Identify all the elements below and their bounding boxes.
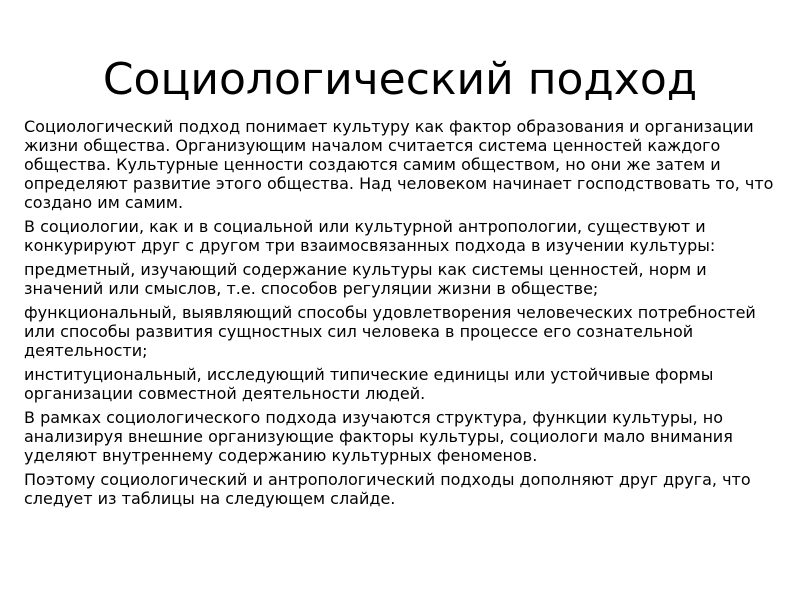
paragraph-subject-approach: предметный, изучающий содержание культуры как системы ценностей, норм и значений или смыслов, т.е. способов регуляции жизни в обществе; [24, 260, 707, 298]
paragraph-three-approaches: В социологии, как и в социальной или культурной антропологии, существуют и конкурируют друг с другом три взаимосвязанных подхода в изучении культуры: [24, 217, 716, 255]
slide-body [24, 117, 776, 587]
paragraph-sociological-framework: В рамках социологического подхода изучаются структура, функции культуры, но анализируя внешние организующие факторы культуры, социологи мало внимания уделяют внутреннему содержанию культурных феноменов. [24, 408, 733, 465]
slide-title: Социологический подход [102, 54, 698, 105]
paragraph-functional-approach: функциональный, выявляющий способы удовлетворения человеческих потребностей или способы развития сущностных сил человека в процессе его сознательной деятельности; [24, 303, 756, 360]
paragraph-institutional-approach: институциональный, исследующий типические единицы или устойчивые формы организации совместной деятельности людей. [24, 365, 714, 403]
paragraph-intro: Социологический подход понимает культуру как фактор образования и организации жизни общества. Организующим началом считается система ценностей каждого общества. Культурные ценности создаются самим обществом, но они же затем и определяют развитие этого общества. Над человеком начинает господствовать то, что создано им самим. [24, 117, 774, 212]
paragraph-conclusion: Поэтому социологический и антропологический подходы дополняют друг друга, что следует из таблицы на следующем слайде. [24, 470, 751, 508]
